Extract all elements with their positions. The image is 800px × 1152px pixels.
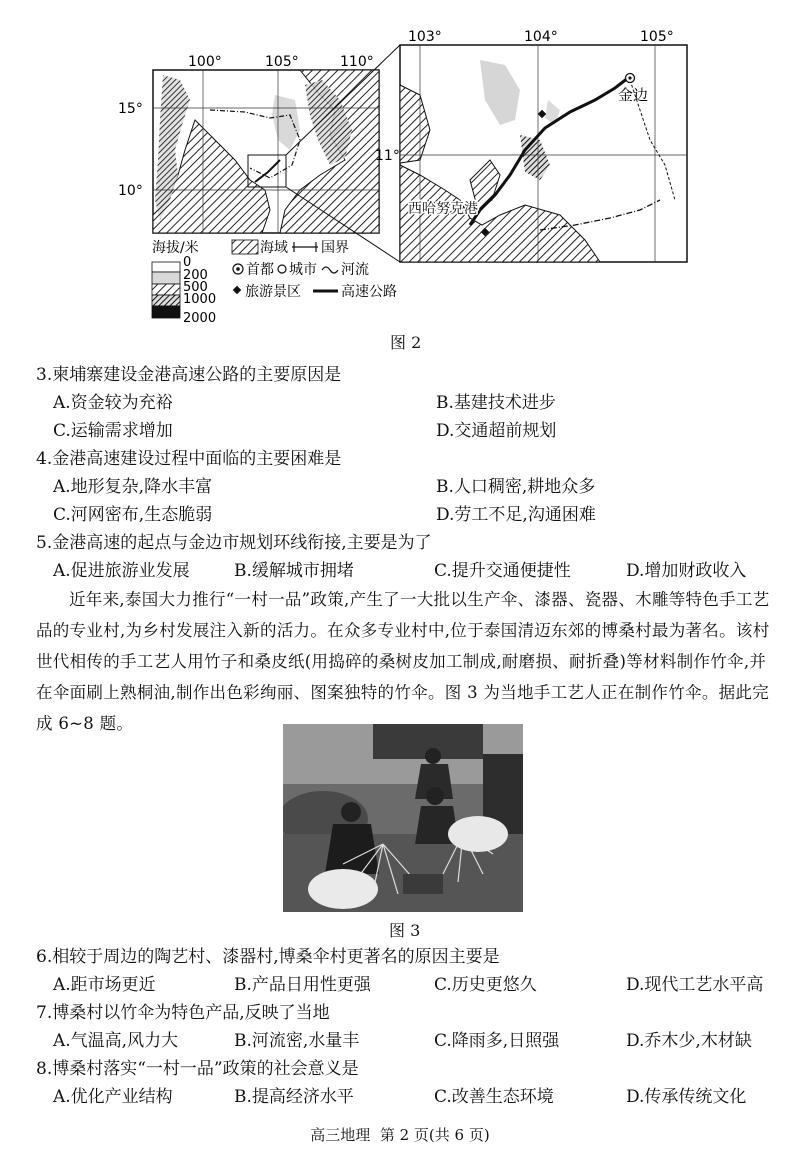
legend-level-2000: 2000	[183, 311, 217, 326]
legend-city: 城市	[289, 262, 317, 278]
question-7-option-b: B.河流密,水量丰	[234, 1031, 360, 1051]
legend-expressway: 高速公路	[341, 284, 397, 300]
question-5-option-a: A.促进旅游业发展	[53, 561, 190, 581]
question-7-stem: 7.博桑村以竹伞为特色产品,反映了当地	[36, 1003, 330, 1023]
map-left	[153, 70, 379, 233]
legend-level-1000: 1000	[183, 292, 217, 307]
city-label-jinbian: 金边	[618, 86, 649, 104]
question-5-option-c: C.提升交通便捷性	[434, 561, 571, 581]
left-lon-100: 100°	[188, 54, 222, 70]
figure-2-caption: 图 2	[390, 333, 422, 352]
question-7-option-a: A.气温高,风力大	[53, 1031, 179, 1051]
question-8-option-a: A.优化产业结构	[53, 1087, 173, 1107]
question-4-option-a: A.地形复杂,降水丰富	[53, 477, 213, 497]
figure-3-caption: 图 3	[389, 921, 421, 940]
question-7-option-d: D.乔木少,木材缺	[626, 1031, 752, 1051]
right-lat-11: 11°	[375, 148, 400, 164]
question-5-stem: 5.金港高速的起点与金边市规划环线衔接,主要是为了	[36, 533, 432, 553]
question-8-option-c: C.改善生态环境	[434, 1087, 554, 1107]
question-3-option-c: C.运输需求增加	[53, 421, 173, 441]
question-8-stem: 8.博桑村落实“一村一品”政策的社会意义是	[36, 1059, 359, 1079]
question-3-option-b: B.基建技术进步	[436, 393, 556, 413]
city-label-sihanoukville: 西哈努克港	[408, 201, 478, 217]
question-6-option-b: B.产品日用性更强	[234, 975, 371, 995]
question-4-option-c: C.河网密布,生态脆弱	[53, 505, 213, 525]
question-8-option-b: B.提高经济水平	[234, 1087, 354, 1107]
question-7-option-c: C.降雨多,日照强	[434, 1031, 560, 1051]
figure-2-maps	[0, 0, 800, 340]
question-5-option-d: D.增加财政收入	[626, 561, 747, 581]
question-3-stem: 3.柬埔寨建设金港高速公路的主要原因是	[36, 365, 342, 385]
right-lon-104: 104°	[524, 29, 558, 45]
legend-scenic: 旅游景区	[245, 284, 301, 300]
map-right	[400, 45, 687, 262]
legend-river: 河流	[341, 262, 369, 278]
question-5-option-b: B.缓解城市拥堵	[234, 561, 354, 581]
left-lat-10: 10°	[118, 183, 143, 199]
legend-border: 国界	[321, 240, 349, 256]
legend-level-200: 200	[183, 268, 208, 283]
left-lon-105: 105°	[265, 54, 299, 70]
figure-3-photo	[283, 724, 523, 912]
right-lon-105: 105°	[640, 29, 674, 45]
reading-passage: 近年来,泰国大力推行“一村一品”政策,产生了一大批以生产伞、漆器、瓷器、木雕等特色手工艺品的专业村,为乡村发展注入新的活力。在众多专业村中,位于泰国清迈东郊的博桑村最为著名。该村世代相传的手工艺人用竹子和桑皮纸(用捣碎的桑树皮加工制成,耐磨损、耐折叠)等材料制作竹伞,并在伞面刷上熟桐油,制作出色彩绚丽、图案独特的竹伞。图 3 为当地手工艺人正在制作竹伞。据此完成 6~8 题。	[36, 590, 770, 733]
page-footer: 高三地理 第 2 页(共 6 页)	[310, 1126, 490, 1144]
legend-capital: 首都	[246, 262, 274, 278]
question-3-option-d: D.交通超前规划	[436, 421, 557, 441]
question-4-stem: 4.金港高速建设过程中面临的主要困难是	[36, 449, 342, 469]
legend-level-500: 500	[183, 280, 208, 295]
left-lon-110: 110°	[340, 54, 374, 70]
question-8-option-d: D.传承传统文化	[626, 1087, 747, 1107]
question-4-option-d: D.劳工不足,沟通困难	[436, 505, 596, 525]
map-legend	[152, 239, 397, 326]
question-4-option-b: B.人口稠密,耕地众多	[436, 477, 596, 497]
legend-sea: 海域	[260, 240, 288, 256]
left-lat-15: 15°	[118, 101, 143, 117]
legend-level-0: 0	[183, 255, 192, 270]
question-6-option-a: A.距市场更近	[53, 975, 156, 995]
question-6-stem: 6.相较于周边的陶艺村、漆器村,博桑伞村更著名的原因主要是	[36, 947, 500, 967]
right-lon-103: 103°	[408, 29, 442, 45]
question-3-option-a: A.资金较为充裕	[53, 393, 173, 413]
legend-elevation-title: 海拔/米	[152, 240, 199, 256]
question-6-option-d: D.现代工艺水平高	[626, 975, 764, 995]
question-6-option-c: C.历史更悠久	[434, 975, 537, 995]
